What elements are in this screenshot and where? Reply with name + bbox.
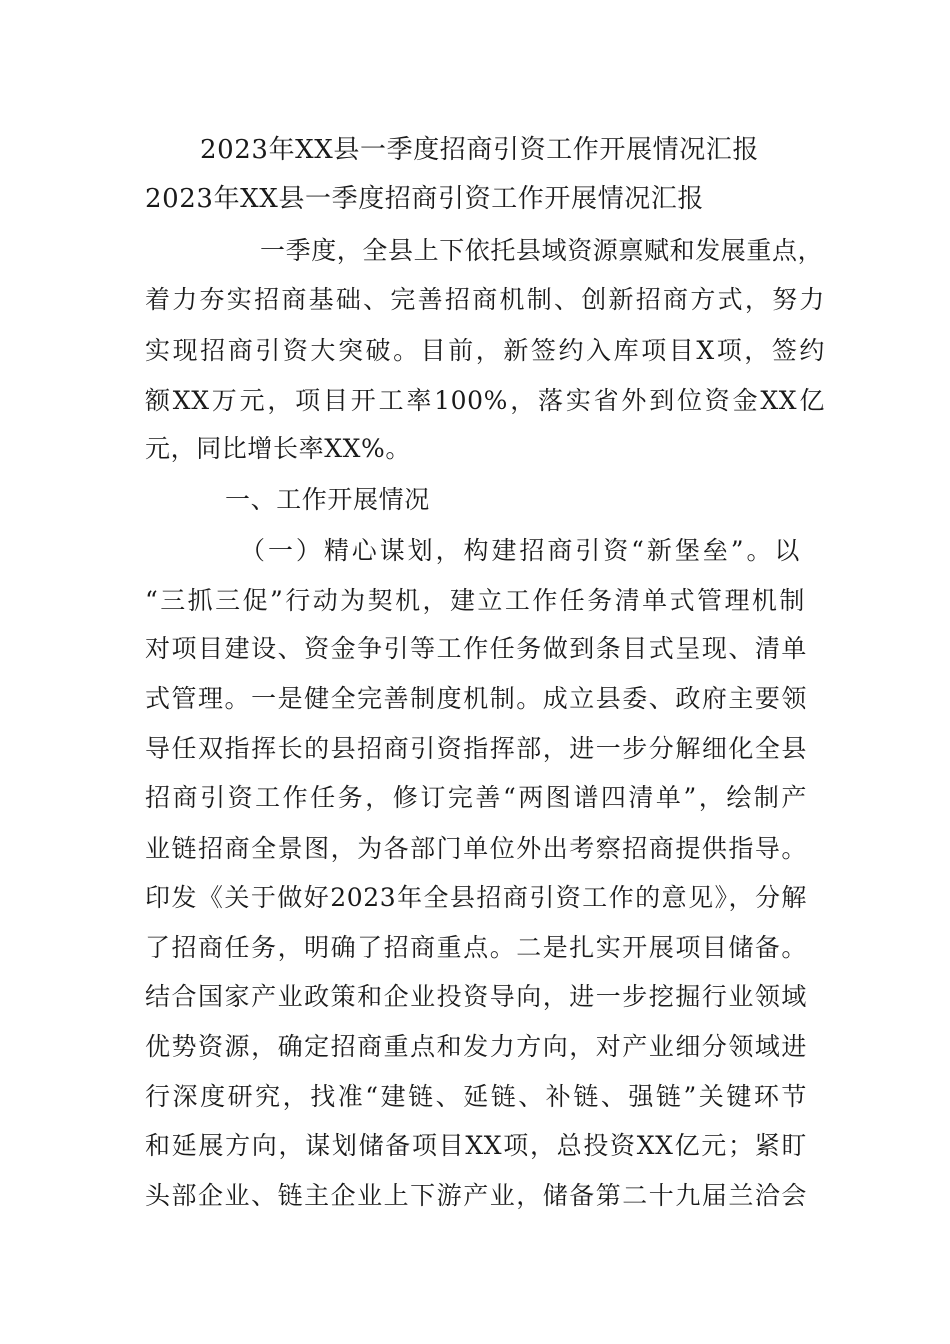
body-line-10: 导任双指挥长的县招商引资指挥部，进一步分解细化全县 — [145, 734, 807, 763]
document-title-repeat: 2023年XX县一季度招商引资工作开展情况汇报 — [145, 184, 704, 214]
body-line-13: 印发《关于做好2023年全县招商引资工作的意见》，分解 — [145, 883, 807, 912]
body-line-18: 和延展方向，谋划储备项目XX项，总投资XX亿元；紧盯 — [145, 1131, 807, 1160]
body-line-4: 额XX万元，项目开工率100%，落实省外到位资金XX亿 — [145, 386, 825, 415]
body-line-17: 行深度研究，找准“建链、延链、补链、强链”关键环节 — [145, 1082, 807, 1111]
body-line-12: 业链招商全景图，为各部门单位外出考察招商提供指导。 — [145, 834, 807, 863]
subsection-heading-line: （一）精心谋划，构建招商引资“新堡垒”。以 — [240, 536, 800, 565]
body-line-3: 实现招商引资大突破。目前，新签约入库项目X项，签约 — [145, 336, 825, 365]
body-line-2: 着力夯实招商基础、完善招商机制、创新招商方式，努力 — [145, 285, 825, 314]
body-line-7: “三抓三促”行动为契机，建立工作任务清单式管理机制 — [145, 586, 805, 615]
body-line-14: 了招商任务，明确了招商重点。二是扎实开展项目储备。 — [145, 933, 807, 962]
section-heading: 一、工作开展情况 — [225, 485, 430, 514]
body-line-19: 头部企业、链主企业上下游产业，储备第二十九届兰洽会 — [145, 1181, 807, 1210]
document-title: 2023年XX县一季度招商引资工作开展情况汇报 — [200, 135, 759, 165]
body-line-15: 结合国家产业政策和企业投资导向，进一步挖掘行业领域 — [145, 982, 807, 1011]
body-line-5: 元，同比增长率XX%。 — [145, 434, 411, 463]
body-line-1: 一季度，全县上下依托县域资源禀赋和发展重点， — [260, 236, 824, 265]
body-line-16: 优势资源，确定招商重点和发力方向，对产业细分领域进 — [145, 1032, 807, 1061]
body-line-11: 招商引资工作任务，修订完善“两图谱四清单”，绘制产 — [145, 783, 807, 812]
body-line-9: 式管理。一是健全完善制度机制。成立县委、政府主要领 — [145, 684, 807, 713]
body-line-8: 对项目建设、资金争引等工作任务做到条目式呈现、清单 — [145, 634, 807, 663]
